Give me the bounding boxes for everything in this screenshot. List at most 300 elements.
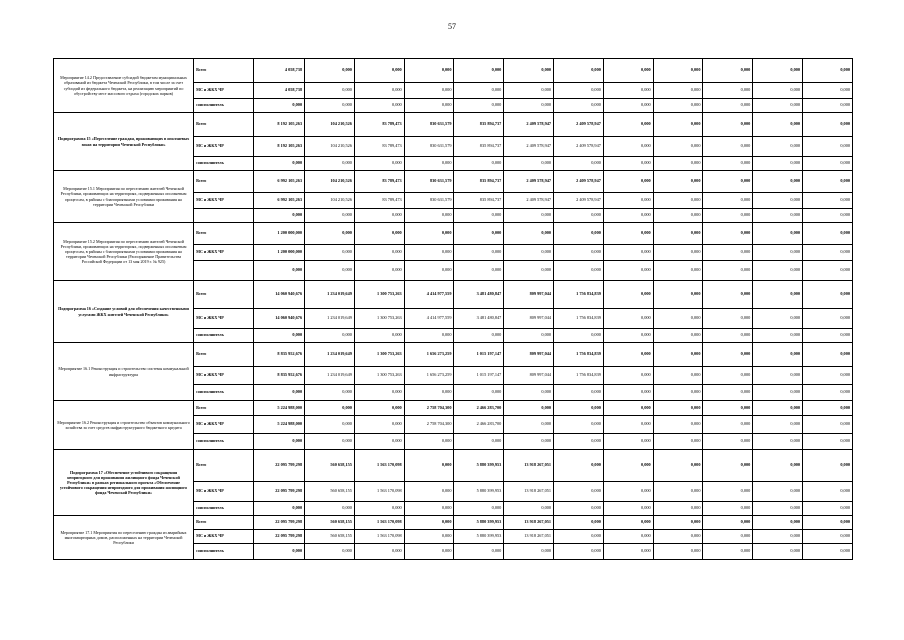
value-cell: 0,000 xyxy=(454,385,504,401)
value-cell: 835 894,737 xyxy=(454,137,504,157)
value-cell: 0,000 xyxy=(454,245,504,261)
value-cell: 0,000 xyxy=(554,530,604,544)
value-cell: 0,000 xyxy=(454,59,504,83)
source-cell xyxy=(194,261,254,281)
table-row xyxy=(54,450,853,482)
value-cell: 0,000 xyxy=(603,530,653,544)
value-cell: 835 894,737 xyxy=(454,171,504,193)
table-row xyxy=(54,59,853,83)
source-cell: МС и ЖКХ ЧР xyxy=(194,530,254,544)
value-cell: 0,000 xyxy=(753,193,803,209)
value-cell: 104 210,526 xyxy=(305,137,355,157)
value-cell: 2 409 578,947 xyxy=(554,113,604,137)
value-cell: 0,000 xyxy=(653,343,703,367)
value-cell: 0,000 xyxy=(803,434,853,450)
value-cell: 0,000 xyxy=(603,223,653,245)
source-cell: соисполнитель xyxy=(194,329,254,343)
total-cell: 0,000 xyxy=(254,385,305,401)
total-cell: 0,000 xyxy=(254,434,305,450)
value-cell: 0,000 xyxy=(504,261,554,281)
value-cell: 830 631,579 xyxy=(404,193,454,209)
row-description: Мероприятие 15.2 Мероприятия по переселению жителей Чеченской Республики, проживающих на территориях, подверженных оползневым процессам, в районы с благоприятными условиями проживания на территории Чеченской Республики (Распоряжение Правительства Российской Федерации от 13 мая 2019 г. № 925) xyxy=(54,223,194,281)
value-cell: 0,000 xyxy=(454,329,504,343)
value-cell: 830 631,579 xyxy=(404,113,454,137)
value-cell: 0,000 xyxy=(653,171,703,193)
source-cell: соисполнитель xyxy=(194,99,254,113)
value-cell: 0,000 xyxy=(753,99,803,113)
value-cell: 0,000 xyxy=(653,83,703,99)
source-cell: Всего xyxy=(194,450,254,482)
table-body xyxy=(54,59,853,560)
total-cell: 1 200 000,000 xyxy=(254,223,305,245)
total-cell: 22 095 799,298 xyxy=(254,450,305,482)
total-cell: 0,000 xyxy=(254,329,305,343)
value-cell: 0,000 xyxy=(354,434,404,450)
value-cell: 0,000 xyxy=(803,329,853,343)
source-cell: МС и ЖКХ ЧР xyxy=(194,309,254,329)
value-cell: 0,000 xyxy=(554,434,604,450)
source-cell: Всего xyxy=(194,113,254,137)
value-cell: 0,000 xyxy=(603,137,653,157)
value-cell: 0,000 xyxy=(653,544,703,560)
value-cell: 0,000 xyxy=(653,329,703,343)
value-cell: 83 789,473 xyxy=(354,193,404,209)
total-cell: 6 992 105,263 xyxy=(254,193,305,209)
value-cell: 0,000 xyxy=(753,83,803,99)
value-cell: 1 015 197,147 xyxy=(454,343,504,367)
value-cell: 809 997,044 xyxy=(504,309,554,329)
value-cell: 0,000 xyxy=(653,137,703,157)
value-cell: 0,000 xyxy=(554,157,604,171)
value-cell: 0,000 xyxy=(703,113,753,137)
value-cell: 0,000 xyxy=(603,209,653,223)
value-cell: 0,000 xyxy=(454,502,504,516)
value-cell: 0,000 xyxy=(653,261,703,281)
value-cell: 0,000 xyxy=(305,209,355,223)
value-cell: 0,000 xyxy=(354,245,404,261)
value-cell: 0,000 xyxy=(703,193,753,209)
value-cell: 0,000 xyxy=(653,113,703,137)
value-cell: 0,000 xyxy=(753,367,803,385)
value-cell: 0,000 xyxy=(703,544,753,560)
value-cell: 0,000 xyxy=(803,171,853,193)
value-cell: 0,000 xyxy=(753,209,803,223)
value-cell: 0,000 xyxy=(753,385,803,401)
value-cell: 0,000 xyxy=(554,544,604,560)
value-cell: 0,000 xyxy=(803,281,853,309)
value-cell: 0,000 xyxy=(753,113,803,137)
value-cell: 0,000 xyxy=(703,516,753,530)
value-cell: 4 414 977,559 xyxy=(404,309,454,329)
value-cell: 835 894,737 xyxy=(454,113,504,137)
value-cell: 0,000 xyxy=(504,544,554,560)
row-description: Подпрограмма 17 «Обеспечение устойчивого сокращения непригодного для проживания жилищного фонда Чеченской Республики» в рамках регионального проекта «Обеспечение устойчивого сокращения непригодного для проживания жилищного фонда Чеченской Республики» xyxy=(54,450,194,516)
value-cell: 0,000 xyxy=(504,401,554,416)
value-cell: 0,000 xyxy=(753,59,803,83)
value-cell: 0,000 xyxy=(653,450,703,482)
value-cell: 0,000 xyxy=(454,223,504,245)
value-cell: 104 210,526 xyxy=(305,193,355,209)
value-cell: 0,000 xyxy=(703,530,753,544)
value-cell: 0,000 xyxy=(653,482,703,502)
total-cell: 14 060 940,676 xyxy=(254,309,305,329)
value-cell: 0,000 xyxy=(603,502,653,516)
value-cell: 0,000 xyxy=(504,99,554,113)
value-cell: 0,000 xyxy=(554,416,604,434)
value-cell: 1 563 170,098 xyxy=(354,482,404,502)
value-cell: 0,000 xyxy=(603,261,653,281)
value-cell: 0,000 xyxy=(703,450,753,482)
value-cell: 0,000 xyxy=(603,516,653,530)
total-cell: 0,000 xyxy=(254,544,305,560)
source-cell: МС и ЖКХ ЧР xyxy=(194,137,254,157)
value-cell: 1 300 753,263 xyxy=(354,281,404,309)
value-cell: 4 414 977,559 xyxy=(404,281,454,309)
value-cell: 2 409 578,947 xyxy=(504,137,554,157)
value-cell: 0,000 xyxy=(653,416,703,434)
value-cell: 0,000 xyxy=(603,157,653,171)
value-cell: 0,000 xyxy=(603,544,653,560)
value-cell: 0,000 xyxy=(653,193,703,209)
value-cell: 2 409 578,947 xyxy=(554,137,604,157)
value-cell: 0,000 xyxy=(803,245,853,261)
value-cell: 0,000 xyxy=(404,530,454,544)
value-cell: 0,000 xyxy=(305,401,355,416)
table-row xyxy=(54,171,853,193)
table-row xyxy=(54,343,853,367)
value-cell: 0,000 xyxy=(404,83,454,99)
value-cell: 1 300 753,263 xyxy=(354,367,404,385)
value-cell: 0,000 xyxy=(554,329,604,343)
total-cell: 6 992 105,263 xyxy=(254,171,305,193)
value-cell: 0,000 xyxy=(554,223,604,245)
value-cell: 0,000 xyxy=(404,385,454,401)
value-cell: 0,000 xyxy=(554,450,604,482)
value-cell: 0,000 xyxy=(454,83,504,99)
value-cell: 0,000 xyxy=(504,83,554,99)
value-cell: 0,000 xyxy=(305,385,355,401)
value-cell: 0,000 xyxy=(703,367,753,385)
value-cell: 0,000 xyxy=(305,223,355,245)
total-cell: 8 192 105,263 xyxy=(254,113,305,137)
source-cell: МС и ЖКХ ЧР xyxy=(194,367,254,385)
value-cell: 0,000 xyxy=(354,209,404,223)
value-cell: 0,000 xyxy=(703,385,753,401)
value-cell: 0,000 xyxy=(753,309,803,329)
value-cell: 0,000 xyxy=(753,281,803,309)
value-cell: 1 756 834,839 xyxy=(554,343,604,367)
value-cell: 0,000 xyxy=(354,157,404,171)
value-cell: 0,000 xyxy=(404,245,454,261)
value-cell: 0,000 xyxy=(703,59,753,83)
source-cell: МС и ЖКХ ЧР xyxy=(194,482,254,502)
row-description: Мероприятие 15.1 Мероприятия по переселению жителей Чеченской Республики, проживающих на территориях, подверженных оползневым процессам, в районы с благоприятными условиями проживания на территории Чеченской Республики xyxy=(54,171,194,223)
row-description: Мероприятие 16.1 Реконструкция и строительство системы коммунальной инфраструктуры xyxy=(54,343,194,401)
value-cell: 0,000 xyxy=(803,502,853,516)
value-cell: 0,000 xyxy=(803,482,853,502)
value-cell: 0,000 xyxy=(703,416,753,434)
source-cell: Всего xyxy=(194,281,254,309)
value-cell: 1 234 019,649 xyxy=(305,367,355,385)
value-cell: 5 880 399,953 xyxy=(454,530,504,544)
value-cell: 0,000 xyxy=(603,343,653,367)
row-description: Мероприятие 17.1 Мероприятия по переселению граждан из аварийных многоквартирных домов, расположенных на территории Чеченской Республики xyxy=(54,516,194,560)
value-cell: 0,000 xyxy=(703,209,753,223)
value-cell: 0,000 xyxy=(653,59,703,83)
value-cell: 0,000 xyxy=(603,281,653,309)
value-cell: 560 658,155 xyxy=(305,516,355,530)
value-cell: 0,000 xyxy=(504,434,554,450)
total-cell: 4 058,738 xyxy=(254,59,305,83)
value-cell: 0,000 xyxy=(603,367,653,385)
value-cell: 0,000 xyxy=(504,245,554,261)
value-cell: 0,000 xyxy=(803,193,853,209)
value-cell: 0,000 xyxy=(454,99,504,113)
value-cell: 0,000 xyxy=(603,59,653,83)
value-cell: 0,000 xyxy=(803,544,853,560)
value-cell: 0,000 xyxy=(504,157,554,171)
source-cell: Всего xyxy=(194,343,254,367)
value-cell: 1 756 834,839 xyxy=(554,309,604,329)
value-cell: 2 409 578,947 xyxy=(554,193,604,209)
value-cell: 560 658,155 xyxy=(305,450,355,482)
value-cell: 0,000 xyxy=(354,544,404,560)
value-cell: 0,000 xyxy=(703,482,753,502)
source-cell: Всего xyxy=(194,223,254,245)
value-cell: 0,000 xyxy=(803,416,853,434)
value-cell: 104 210,526 xyxy=(305,113,355,137)
value-cell: 0,000 xyxy=(603,482,653,502)
value-cell: 0,000 xyxy=(703,434,753,450)
value-cell: 0,000 xyxy=(653,157,703,171)
value-cell: 0,000 xyxy=(603,329,653,343)
value-cell: 0,000 xyxy=(753,223,803,245)
value-cell: 0,000 xyxy=(803,450,853,482)
value-cell: 0,000 xyxy=(305,416,355,434)
value-cell: 0,000 xyxy=(404,516,454,530)
value-cell: 0,000 xyxy=(404,209,454,223)
value-cell: 0,000 xyxy=(753,544,803,560)
value-cell: 0,000 xyxy=(404,59,454,83)
value-cell: 0,000 xyxy=(404,223,454,245)
row-description: Подпрограмма 16 «Создание условий для обеспечения качественными услугами ЖКХ жителей Чеченской Республики» xyxy=(54,281,194,343)
value-cell: 0,000 xyxy=(603,245,653,261)
total-cell: 0,000 xyxy=(254,502,305,516)
value-cell: 1 234 019,649 xyxy=(305,281,355,309)
value-cell: 0,000 xyxy=(703,83,753,99)
page-number: 57 xyxy=(448,22,456,31)
value-cell: 0,000 xyxy=(354,329,404,343)
source-cell: Всего xyxy=(194,516,254,530)
value-cell: 0,000 xyxy=(603,99,653,113)
value-cell: 0,000 xyxy=(554,401,604,416)
value-cell: 0,000 xyxy=(653,401,703,416)
value-cell: 0,000 xyxy=(803,113,853,137)
value-cell: 0,000 xyxy=(803,516,853,530)
value-cell: 13 918 267,051 xyxy=(504,482,554,502)
value-cell: 560 658,155 xyxy=(305,482,355,502)
value-cell: 0,000 xyxy=(305,157,355,171)
source-cell: соисполнитель xyxy=(194,544,254,560)
value-cell: 0,000 xyxy=(803,530,853,544)
value-cell: 2 409 578,947 xyxy=(504,193,554,209)
value-cell: 0,000 xyxy=(504,385,554,401)
value-cell: 0,000 xyxy=(653,367,703,385)
table-row xyxy=(54,401,853,416)
value-cell: 0,000 xyxy=(703,343,753,367)
value-cell: 0,000 xyxy=(753,516,803,530)
value-cell: 2 466 283,700 xyxy=(454,401,504,416)
value-cell: 83 789,473 xyxy=(354,137,404,157)
value-cell: 0,000 xyxy=(554,59,604,83)
value-cell: 0,000 xyxy=(803,367,853,385)
value-cell: 0,000 xyxy=(753,245,803,261)
value-cell: 0,000 xyxy=(404,157,454,171)
value-cell: 0,000 xyxy=(603,385,653,401)
value-cell: 0,000 xyxy=(404,450,454,482)
value-cell: 0,000 xyxy=(554,245,604,261)
total-cell: 22 095 799,298 xyxy=(254,516,305,530)
value-cell: 0,000 xyxy=(354,59,404,83)
value-cell: 1 300 753,263 xyxy=(354,343,404,367)
value-cell: 0,000 xyxy=(753,343,803,367)
value-cell: 0,000 xyxy=(653,281,703,309)
value-cell: 0,000 xyxy=(703,137,753,157)
value-cell: 0,000 xyxy=(603,193,653,209)
value-cell: 0,000 xyxy=(803,309,853,329)
value-cell: 0,000 xyxy=(803,157,853,171)
value-cell: 0,000 xyxy=(803,99,853,113)
value-cell: 0,000 xyxy=(554,83,604,99)
value-cell: 809 997,044 xyxy=(504,281,554,309)
table-row xyxy=(54,223,853,245)
value-cell: 104 210,526 xyxy=(305,171,355,193)
source-cell: МС и ЖКХ ЧР xyxy=(194,193,254,209)
total-cell: 0,000 xyxy=(254,261,305,281)
value-cell: 0,000 xyxy=(554,502,604,516)
value-cell: 809 997,044 xyxy=(504,367,554,385)
value-cell: 0,000 xyxy=(703,329,753,343)
value-cell: 0,000 xyxy=(354,502,404,516)
value-cell: 0,000 xyxy=(554,261,604,281)
value-cell: 0,000 xyxy=(404,261,454,281)
value-cell: 0,000 xyxy=(603,171,653,193)
value-cell: 83 789,473 xyxy=(354,171,404,193)
value-cell: 2 409 578,947 xyxy=(504,113,554,137)
value-cell: 1 756 834,839 xyxy=(554,367,604,385)
value-cell: 0,000 xyxy=(504,502,554,516)
value-cell: 0,000 xyxy=(454,261,504,281)
value-cell: 0,000 xyxy=(354,99,404,113)
value-cell: 0,000 xyxy=(404,502,454,516)
value-cell: 0,000 xyxy=(305,59,355,83)
value-cell: 0,000 xyxy=(803,385,853,401)
total-cell: 8 835 952,676 xyxy=(254,343,305,367)
value-cell: 0,000 xyxy=(803,59,853,83)
value-cell: 1 756 834,839 xyxy=(554,281,604,309)
value-cell: 5 880 399,953 xyxy=(454,450,504,482)
value-cell: 1 563 170,098 xyxy=(354,530,404,544)
total-cell: 22 095 799,298 xyxy=(254,482,305,502)
value-cell: 835 894,737 xyxy=(454,193,504,209)
value-cell: 1 656 273,259 xyxy=(404,343,454,367)
value-cell: 0,000 xyxy=(653,223,703,245)
value-cell: 0,000 xyxy=(305,261,355,281)
value-cell: 0,000 xyxy=(753,261,803,281)
total-cell: 8 192 105,263 xyxy=(254,137,305,157)
row-description: Подпрограмма 15 «Переселение граждан, проживающих в оползневых зонах на территории Чеченской Республики» xyxy=(54,113,194,171)
value-cell: 0,000 xyxy=(603,434,653,450)
value-cell: 0,000 xyxy=(404,482,454,502)
value-cell: 0,000 xyxy=(354,83,404,99)
value-cell: 3 481 480,847 xyxy=(454,281,504,309)
value-cell: 0,000 xyxy=(603,416,653,434)
value-cell: 0,000 xyxy=(554,385,604,401)
value-cell: 0,000 xyxy=(603,113,653,137)
row-description: Мероприятие 14.2 Предоставление субсидий бюджетам муниципальных образований из бюджета Чеченской Республики, в том числе за счет субсидий из федерального бюджета, на реализацию мероприятий по обустройству мест массового отдыха (городских парков) xyxy=(54,59,194,113)
source-cell xyxy=(194,209,254,223)
table-row xyxy=(54,516,853,530)
value-cell: 0,000 xyxy=(753,434,803,450)
value-cell: 0,000 xyxy=(603,309,653,329)
value-cell: 2 758 704,300 xyxy=(404,416,454,434)
value-cell: 0,000 xyxy=(554,209,604,223)
value-cell: 0,000 xyxy=(803,209,853,223)
value-cell: 1 656 273,259 xyxy=(404,367,454,385)
value-cell: 0,000 xyxy=(753,530,803,544)
value-cell: 0,000 xyxy=(603,450,653,482)
value-cell: 0,000 xyxy=(603,401,653,416)
value-cell: 0,000 xyxy=(653,434,703,450)
source-cell: МС и ЖКХ ЧР xyxy=(194,83,254,99)
value-cell: 0,000 xyxy=(703,223,753,245)
value-cell: 0,000 xyxy=(504,416,554,434)
source-cell: соисполнитель xyxy=(194,434,254,450)
value-cell: 0,000 xyxy=(354,385,404,401)
value-cell: 0,000 xyxy=(404,99,454,113)
value-cell: 0,000 xyxy=(703,309,753,329)
value-cell: 1 234 019,649 xyxy=(305,309,355,329)
value-cell: 0,000 xyxy=(354,416,404,434)
source-cell: Всего xyxy=(194,401,254,416)
value-cell: 0,000 xyxy=(305,329,355,343)
value-cell: 3 481 480,847 xyxy=(454,309,504,329)
total-cell: 22 095 799,298 xyxy=(254,530,305,544)
value-cell: 0,000 xyxy=(803,223,853,245)
value-cell: 0,000 xyxy=(305,245,355,261)
value-cell: 1 300 753,263 xyxy=(354,309,404,329)
value-cell: 2 466 283,700 xyxy=(454,416,504,434)
source-cell: соисполнитель xyxy=(194,502,254,516)
value-cell: 13 918 267,051 xyxy=(504,530,554,544)
value-cell: 0,000 xyxy=(703,502,753,516)
value-cell: 0,000 xyxy=(504,223,554,245)
value-cell: 0,000 xyxy=(305,83,355,99)
budget-table xyxy=(53,58,853,560)
total-cell: 14 060 940,676 xyxy=(254,281,305,309)
value-cell: 0,000 xyxy=(753,502,803,516)
table-row xyxy=(54,113,853,137)
value-cell: 0,000 xyxy=(454,434,504,450)
value-cell: 0,000 xyxy=(653,530,703,544)
value-cell: 0,000 xyxy=(703,281,753,309)
table-row xyxy=(54,281,853,309)
value-cell: 0,000 xyxy=(404,329,454,343)
value-cell: 0,000 xyxy=(554,516,604,530)
value-cell: 0,000 xyxy=(305,99,355,113)
value-cell: 0,000 xyxy=(504,59,554,83)
value-cell: 1 234 019,649 xyxy=(305,343,355,367)
